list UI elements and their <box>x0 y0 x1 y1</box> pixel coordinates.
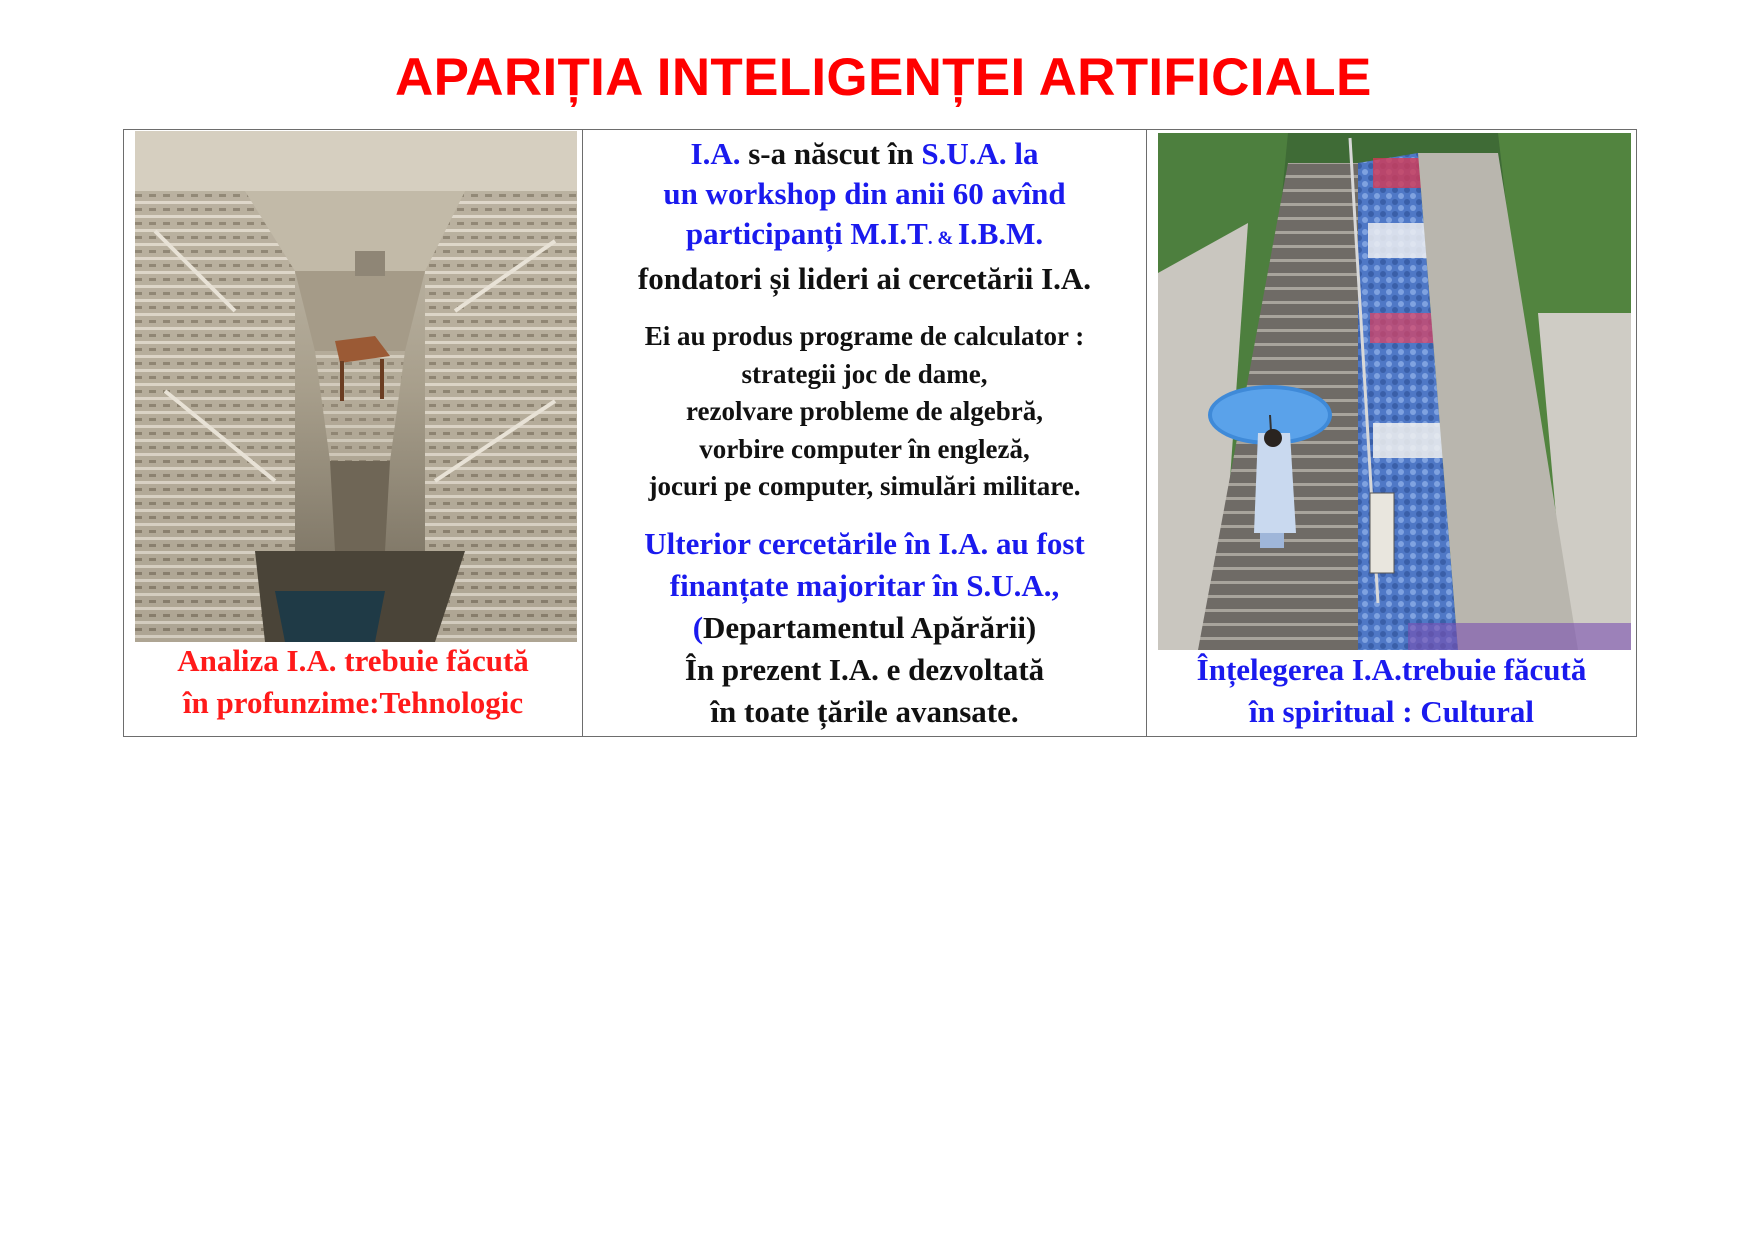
ia-text: I.A. <box>690 136 741 171</box>
born-text: s-a născut în <box>740 136 922 171</box>
participants-text: participanți M.I.T <box>685 216 928 251</box>
center-column <box>583 130 1146 736</box>
later-paragraph <box>583 523 1146 733</box>
right-column <box>1147 130 1636 736</box>
later-line: Ulterior cercetările în I.A. au fost <box>644 526 1085 561</box>
paren-text: ( <box>692 610 704 645</box>
left-column <box>124 130 582 736</box>
temple-stairs-photo <box>1158 133 1631 650</box>
later-line: finanțate majoritar în S.U.A., <box>669 568 1060 603</box>
present-line: în toate țările avansate. <box>710 694 1019 729</box>
usa-text: S.U.A. la <box>921 136 1039 171</box>
right-caption-line2: în spiritual : Cultural <box>1248 694 1535 729</box>
founders-line: fondatori și lideri ai cercetării I.A. <box>637 261 1092 296</box>
department-text: Departamentul Apărării) <box>703 610 1037 645</box>
programs-line: jocuri pe computer, simulări militare. <box>648 471 1081 501</box>
intro-paragraph <box>583 134 1146 299</box>
left-caption-line2: în profunzime:Tehnologic <box>182 685 524 720</box>
left-caption-line1: Analiza I.A. trebuie făcută <box>177 643 529 678</box>
content-table <box>123 129 1637 737</box>
programs-line: Ei au produs programe de calculator : <box>644 321 1085 351</box>
programs-line: strategii joc de dame, <box>741 358 988 389</box>
right-caption-line1: Înțelegerea I.A.trebuie făcută <box>1196 652 1587 687</box>
ibm-text: I.B.M. <box>957 216 1044 251</box>
programs-paragraph <box>583 318 1146 506</box>
workshop-line: un workshop din anii 60 avînd <box>663 176 1066 211</box>
programs-line: rezolvare probleme de algebră, <box>686 396 1043 426</box>
page-title: APARIȚIA INTELIGENȚEI ARTIFICIALE <box>395 48 1372 107</box>
ampersand-text: . & <box>927 228 958 249</box>
present-line: În prezent I.A. e dezvoltată <box>684 652 1045 687</box>
programs-line: vorbire computer în engleză, <box>699 433 1030 464</box>
stepwell-photo <box>135 131 577 642</box>
